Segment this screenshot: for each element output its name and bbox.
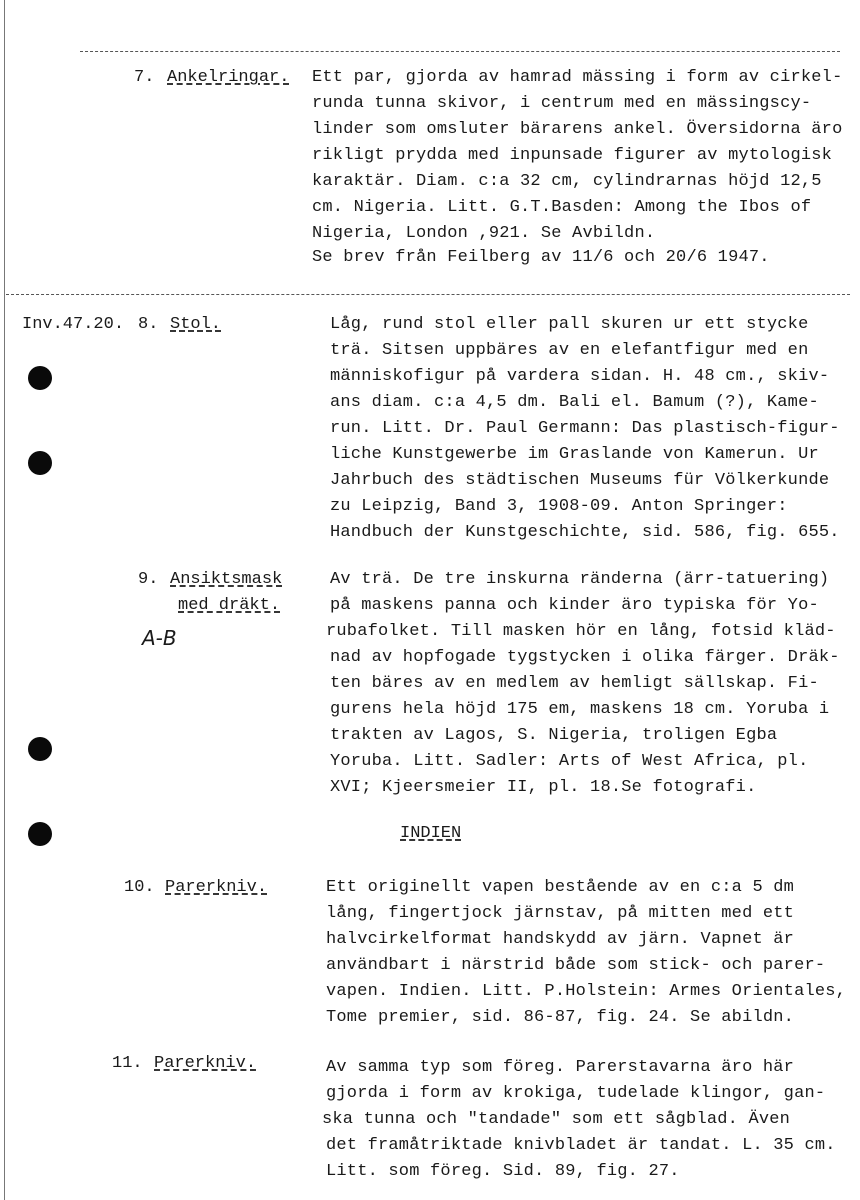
entry-note: Se brev från Feilberg av 11/6 och 20/6 1947. — [312, 248, 770, 267]
binder-hole — [28, 451, 52, 475]
binder-hole — [28, 366, 52, 390]
inventory-number: Inv.47.20. — [22, 315, 125, 334]
entry-text-line: Låg, rund stol eller pall skuren ur ett stycke — [330, 315, 809, 334]
entry-number: 8. — [138, 315, 159, 334]
entry-text-line: zu Leipzig, Band 3, 1908-09. Anton Springer: — [330, 497, 788, 516]
entry-text-line: lång, fingertjock järnstav, på mitten med ett — [326, 904, 795, 923]
entry-number: 9. — [138, 570, 159, 589]
entry-title: Parerkniv. — [165, 878, 268, 897]
entry-text-line: Jahrbuch des städtischen Museums für Völkerkunde — [330, 471, 830, 490]
entry-number: 7. — [134, 68, 155, 87]
binder-hole — [28, 737, 52, 761]
top-divider — [80, 51, 840, 52]
entry-number: 10. — [124, 878, 155, 897]
entry-text-line: Av trä. De tre inskurna ränderna (ärr-tatuering) — [330, 570, 830, 589]
entry-text-line: Tome premier, sid. 86-87, fig. 24. Se abildn. — [326, 1008, 795, 1027]
entry-text-line: Handbuch der Kunstgeschichte, sid. 586, fig. 655. — [330, 523, 840, 542]
entry-text-line: människofigur på vardera sidan. H. 48 cm., skiv- — [330, 367, 830, 386]
section-divider — [6, 294, 850, 295]
entry-text-line: liche Kunstgewerbe im Graslande von Kamerun. Ur — [330, 445, 819, 464]
entry-text-line: Ett originellt vapen bestående av en c:a 5 dm — [326, 878, 795, 897]
entry-text-line: Yoruba. Litt. Sadler: Arts of West Africa, pl. — [330, 752, 809, 771]
entry-text-line: gjorda i form av krokiga, tudelade klingor, gan- — [326, 1084, 826, 1103]
entry-text-line: ten bäres av en medlem av hemligt sällskap. Fi- — [330, 674, 819, 693]
entry-text-line: karaktär. Diam. c:a 32 cm, cylindrarnas höjd 12,5 — [312, 172, 822, 191]
entry-title-continued: med dräkt. — [178, 596, 281, 615]
entry-text-line: nad av hopfogade tygstycken i olika färger. Dräk- — [330, 648, 840, 667]
entry-text-line: Ett par, gjorda av hamrad mässing i form av cirkel- — [312, 68, 843, 87]
entry-title: Stol. — [170, 315, 222, 334]
entry-text-line: run. Litt. Dr. Paul Germann: Das plastisch-figur- — [330, 419, 840, 438]
entry-text-line: vapen. Indien. Litt. P.Holstein: Armes Orientales, — [326, 982, 847, 1001]
entry-text-line: användbart i närstrid både som stick- och parer- — [326, 956, 826, 975]
entry-text-line: gurens hela höjd 175 em, maskens 18 cm. Yoruba i — [330, 700, 830, 719]
entry-text-line: det framåtriktade knivbladet är tandat. L. 35 cm. — [326, 1136, 836, 1155]
entry-text-line: rikligt prydda med inpunsade figurer av mytologisk — [312, 146, 833, 165]
entry-text-line: rubafolket. Till masken hör en lång, fotsid kläd- — [326, 622, 836, 641]
entry-text-line: trä. Sitsen uppbäres av en elefantfigur med en — [330, 341, 809, 360]
entry-text-line: ska tunna och "tandade" som ett sågblad. Även — [322, 1110, 791, 1129]
entry-text-line: runda tunna skivor, i centrum med en mässingscy- — [312, 94, 812, 113]
entry-number: 11. — [112, 1054, 143, 1073]
binder-hole — [28, 822, 52, 846]
entry-text-line: Av samma typ som föreg. Parerstavarna äro här — [326, 1058, 795, 1077]
entry-text-line: trakten av Lagos, S. Nigeria, troligen Egba — [330, 726, 778, 745]
entry-text-line: Nigeria, London ,921. Se Avbildn. — [312, 224, 656, 243]
section-heading: INDIEN — [400, 824, 462, 843]
entry-title: Ankelringar. — [167, 68, 290, 87]
entry-text-line: på maskens panna och kinder äro typiska för Yo- — [330, 596, 819, 615]
margin-line — [4, 0, 5, 1200]
entry-text-line: XVI; Kjeersmeier II, pl. 18.Se fotografi. — [330, 778, 757, 797]
entry-text-line: Litt. som föreg. Sid. 89, fig. 27. — [326, 1162, 680, 1181]
entry-text-line: linder som omsluter bärarens ankel. Översidorna äro — [312, 120, 843, 139]
entry-text-line: cm. Nigeria. Litt. G.T.Basden: Among the Ibos of — [312, 198, 812, 217]
entry-title: Parerkniv. — [154, 1054, 257, 1073]
entry-text-line: halvcirkelformat handskydd av järn. Vapnet är — [326, 930, 795, 949]
entry-title: Ansiktsmask — [170, 570, 283, 589]
entry-text-line: ans diam. c:a 4,5 dm. Bali el. Bamum (?), Kame- — [330, 393, 819, 412]
handwritten-annotation: A-B — [142, 626, 177, 650]
